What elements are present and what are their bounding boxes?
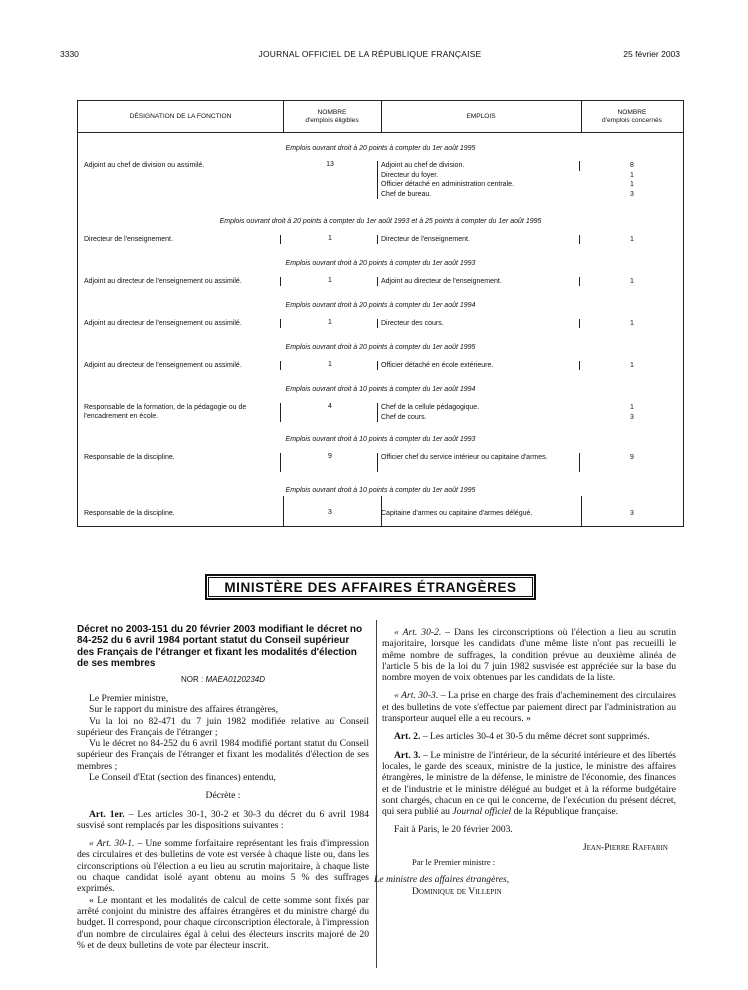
eligibles-cell: 1 [328, 277, 332, 284]
cell-rule [280, 361, 281, 370]
eligibles-cell: 1 [328, 319, 332, 326]
emplois-cell [381, 161, 581, 199]
concernes-line: 3 [630, 190, 634, 198]
concernes-line: 3 [630, 413, 634, 421]
section-band: Emplois ouvrant droit à 10 points à compter du 1er août 1995 [285, 487, 476, 494]
section-band: Emplois ouvrant droit à 20 points à compter du 1er août 1993 et à 25 points à compter du 1er août 1995 [219, 218, 542, 225]
cell-rule [579, 161, 580, 171]
page-number: 3330 [60, 49, 79, 59]
article-30-2-label: « Art. 30-2. [394, 627, 442, 638]
article-3-end: de la République française. [511, 806, 619, 818]
article-3 [382, 750, 676, 818]
ministry-heading: MINISTÈRE DES AFFAIRES ÉTRANGÈRES [205, 574, 536, 600]
cell-rule [579, 235, 580, 244]
emplois-cell [381, 403, 581, 422]
concernes-line: 8 [630, 162, 634, 169]
emplois-cell: Capitaine d'armes ou capitaine d'armes délégué. [381, 510, 533, 517]
header-divider [283, 101, 284, 132]
fonction-cell: Directeur de l'enseignement. [84, 236, 173, 243]
article-1 [77, 809, 369, 832]
article-1-label: Art. 1er. [89, 808, 125, 820]
concernes-cell: 3 [630, 510, 634, 517]
concernes-cell: 1 [630, 362, 634, 369]
nor-reference [77, 674, 369, 685]
concernes-cell [584, 403, 680, 422]
emploi-line: Chef de la cellule pédagogique. [381, 404, 480, 411]
concernes-cell: 1 [630, 278, 634, 285]
issue-date: 25 février 2003 [623, 49, 680, 59]
col-eligibles [283, 101, 381, 132]
decree-paragraph: Vu la loi no 82-471 du 7 juin 1982 modifiée relative au Conseil supérieur des Français de l'étranger ; [77, 715, 369, 738]
nor-label: NOR : [180, 674, 204, 684]
cell-rule [579, 319, 580, 328]
col-concernes-line1: NOMBRE [617, 108, 647, 116]
cell-rule [377, 453, 378, 472]
cell-rule [280, 319, 281, 328]
article-3-text: – Le ministre de l'intérieur, de la sécurité intérieure et des libertés locales, le garde des sceaux, ministre de la justice, le ministre des affaires étrangères, le ministre de la défense, le ministre de l'économie, des finances et de l'industrie et le ministre délégué au budget et à la réforme budgétaire sont chargés, chacun en ce qui le concerne, de l'exécution du présent décret, qui sera publié au [382, 749, 676, 818]
decree-paragraph: Le Conseil d'Etat (section des finances) entendu, [89, 772, 276, 783]
col-eligibles-line2: d'emplois éligibles [305, 116, 359, 124]
article-30-3 [382, 690, 676, 724]
fonction-cell: Responsable de la discipline. [84, 454, 175, 461]
cell-rule [377, 235, 378, 244]
concernes-cell: 1 [630, 320, 634, 327]
article-30-3-text: – La prise en charge des frais d'acheminement des circulaires et des bulletins de vote s'effectue par paiement direct par l'administration au transporteur auquel elle a eu recours. » [382, 690, 677, 725]
minister-title-text: Le ministre des affaires étrangères, [374, 874, 510, 886]
fonction-cell: Adjoint au directeur de l'enseignement ou assimilé. [84, 362, 242, 369]
emploi-line: Chef de bureau. [381, 190, 432, 198]
emplois-cell: Officier chef du service intérieur ou capitaine d'armes. [381, 454, 548, 461]
section-band: Emplois ouvrant droit à 10 points à compter du 1er août 1994 [285, 386, 476, 393]
article-2 [382, 731, 676, 742]
emploi-line: Officier détaché en administration centrale. [381, 181, 514, 188]
decree-title: Décret no 2003-151 du 20 février 2003 modifiant le décret no 84-252 du 6 avril 1984 portant statut du Conseil supérieur des Français de l'étranger et fixant les modalités d'élection de ses membres [77, 624, 363, 670]
article-30-1-paragraph: « Le montant et les modalités de calcul de cette somme sont fixés par arrêté conjoint du ministre des affaires étrangères et du ministre chargé du budget. Il correspond, pour chaque circonscription électorale, à l'impression d'un nombre de circulaires égal à celui des électeurs inscrits majoré de 20 % et de deux bulletins de vote par électeur inscrit. [77, 894, 369, 951]
journal-officiel-ref: Journal officiel [452, 806, 512, 818]
eligibles-cell: 13 [326, 161, 334, 168]
cell-rule [280, 403, 281, 422]
cell-rule [377, 277, 378, 286]
emplois-cell: Adjoint au directeur de l'enseignement. [381, 278, 502, 285]
col-emplois: EMPLOIS [466, 112, 496, 120]
decree-right-column [374, 627, 677, 897]
page-header [60, 49, 680, 63]
positions-table [77, 100, 684, 527]
decree-left-column [77, 624, 369, 951]
fonction-cell: Responsable de la discipline. [84, 510, 175, 517]
fonction-cell: Responsable de la formation, de la pédagogie ou de l'encadrement en école. [84, 404, 247, 420]
article-30-1-text: – Une somme forfaitaire représentant les frais d'impression des circulaires et des bulletins de vote est versée à chaque liste ou, dans les circonscriptions où l'élection a eu lieu au scrutin majoritaire, à chaque liste ou chaque candidat isolé ayant obtenu au moins 5 % des suffrages exprimés. [77, 838, 369, 895]
concernes-line: 1 [630, 171, 634, 179]
cell-rule [280, 235, 281, 244]
header-divider [581, 101, 582, 132]
fonction-cell: Adjoint au directeur de l'enseignement ou assimilé. [84, 320, 242, 327]
emploi-line: Directeur du foyer. [381, 171, 439, 179]
cell-rule [579, 277, 580, 286]
eligibles-cell: 9 [328, 453, 332, 460]
col-concernes [581, 101, 683, 132]
minister-signature: Dominique de Villepin [412, 885, 502, 897]
fonction-cell: Adjoint au chef de division ou assimilé. [84, 162, 205, 169]
emploi-line: Chef de cours. [381, 413, 427, 421]
journal-title: JOURNAL OFFICIEL DE LA RÉPUBLIQUE FRANÇAISE [258, 49, 482, 59]
section-band: Emplois ouvrant droit à 20 points à compter du 1er août 1995 [285, 145, 476, 152]
eligibles-cell: 3 [328, 509, 332, 516]
fonction-cell: Adjoint au directeur de l'enseignement ou assimilé. [84, 278, 242, 285]
article-30-2-text: – Dans les circonscriptions où l'élection a lieu au scrutin majoritaire, lorsque les candidats d'une même liste n'ont pas recueilli le même nombre de suffrages, la condition prévue au deuxième alinéa de l'article 5 bis de la loi du 7 juin 1982 susvisée est appréciée sur la base du nombre moyen de voix obtenues par les candidats de la liste. [382, 627, 676, 684]
concernes-cell [584, 161, 680, 199]
eligibles-cell: 1 [328, 235, 332, 242]
cell-rule [377, 161, 378, 199]
cell-rule [579, 361, 580, 370]
decrete-line: Décrète : [205, 790, 241, 802]
cell-rule [377, 403, 378, 422]
cell-rule [280, 277, 281, 286]
nor-code: MAEA0120234D [205, 674, 266, 684]
footer-divider [581, 496, 582, 526]
article-3-label: Art. 3. [394, 749, 421, 761]
section-band: Emplois ouvrant droit à 20 points à compter du 1er août 1995 [285, 344, 476, 351]
section-band: Emplois ouvrant droit à 20 points à compter du 1er août 1993 [285, 260, 476, 267]
signing-place-date: Fait à Paris, le 20 février 2003. [394, 824, 513, 836]
column-divider [376, 620, 377, 968]
emploi-line: Adjoint au chef de division. [381, 162, 465, 169]
col-fonction: DÉSIGNATION DE LA FONCTION [129, 112, 232, 120]
concernes-cell: 1 [630, 236, 634, 243]
emplois-cell: Officier détaché en école extérieure. [381, 362, 494, 369]
cell-rule [579, 453, 580, 472]
cell-rule [377, 361, 378, 370]
section-band: Emplois ouvrant droit à 20 points à compter du 1er août 1994 [285, 302, 476, 309]
concernes-line: 1 [630, 181, 634, 188]
col-eligibles-line1: NOMBRE [317, 108, 347, 116]
prime-minister-signature: Jean-Pierre Raffarin [582, 841, 668, 853]
article-2-text: – Les articles 30-4 et 30-5 du même décret sont supprimés. [420, 731, 650, 743]
article-30-3-label: « Art. 30-3. [394, 690, 439, 702]
section-band: Emplois ouvrant droit à 10 points à compter du 1er août 1993 [285, 436, 476, 443]
cell-rule [377, 319, 378, 328]
concernes-line: 1 [630, 404, 634, 411]
decree-paragraph: Le Premier ministre, [89, 692, 169, 704]
article-30-1 [77, 838, 369, 894]
concernes-cell: 9 [630, 454, 634, 461]
header-divider [381, 101, 382, 132]
decree-paragraph: Sur le rapport du ministre des affaires étrangères, [89, 704, 278, 716]
decree-paragraph: Vu le décret no 84-252 du 6 avril 1984 modifié portant statut du Conseil supérieur des Français de l'étranger et fixant les modalités d'élection de ses membres ; [77, 738, 369, 772]
article-1-text: – Les articles 30-1, 30-2 et 30-3 du décret du 6 avril 1984 susvisé sont remplacés par les dispositions suivantes : [77, 808, 369, 831]
emplois-cell: Directeur de l'enseignement. [381, 236, 470, 243]
emplois-cell: Directeur des cours. [381, 320, 444, 327]
by-prime-minister: Par le Premier ministre : [412, 857, 496, 868]
article-2-label: Art. 2. [394, 731, 421, 743]
eligibles-cell: 1 [328, 361, 332, 368]
minister-title [374, 874, 676, 885]
article-30-1-label: « Art. 30-1. [89, 838, 135, 850]
eligibles-cell: 4 [328, 403, 332, 410]
article-30-2 [382, 627, 676, 683]
col-concernes-line2: d'emplois concernés [602, 116, 662, 124]
cell-rule [280, 453, 281, 472]
